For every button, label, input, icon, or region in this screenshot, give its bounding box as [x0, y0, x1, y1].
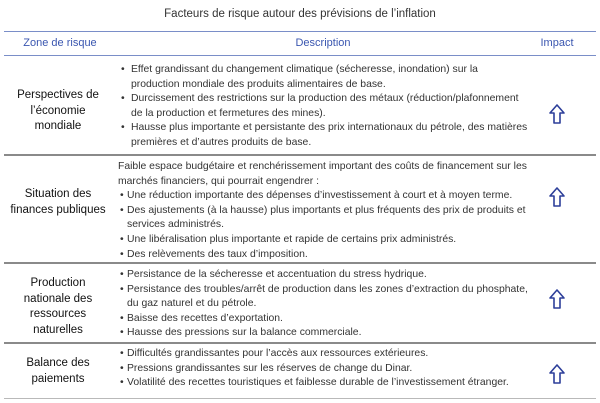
- list-item: • Volatilité des recettes touristiques et faiblesse durable de l’investissement étranger.: [118, 376, 528, 391]
- list-item: • Hausse plus importante et persistante des prix internationaux du pétrole, des matières premières et d’autres produits de base.: [118, 121, 528, 150]
- header-bottom-rule: [4, 55, 596, 56]
- row-divider: [4, 262, 596, 264]
- zone-label: Balance des paiements: [26, 357, 90, 385]
- list-item: • Hausse des pressions sur la balance commerciale.: [118, 326, 528, 341]
- table-title: Facteurs de risque autour des prévisions de l’inflation: [164, 8, 436, 20]
- up-arrow-icon: [547, 103, 567, 125]
- row-description: [118, 268, 528, 341]
- row-divider: [4, 342, 596, 344]
- list-item: • Difficultés grandissantes pour l’accès aux ressources extérieures.: [118, 347, 528, 362]
- zone-label: Situation des finances publiques: [10, 188, 106, 216]
- list-item: • Pressions grandissantes sur les réserves de change du Dinar.: [118, 362, 528, 377]
- description-intro: Faible espace budgétaire et renchérissement important des coûts de financement sur les marchés financiers, qui pourrait engendrer :: [118, 161, 527, 187]
- list-item: • Persistance de la sécheresse et accentuation du stress hydrique.: [118, 268, 528, 283]
- row-description: [118, 63, 528, 151]
- list-item: • Une libéralisation plus importante et rapide de certains prix administrés.: [118, 233, 528, 248]
- table-bottom-rule: [4, 398, 596, 399]
- header-top-rule: [4, 31, 596, 32]
- list-item: • Durcissement des restrictions sur la production des métaux (réduction/plafonnement de la production et fermetures des mines).: [118, 92, 528, 121]
- list-item: • Persistance des troubles/arrêt de production dans les zones d’extraction du phosphate, du gaz naturel et du pétrole.: [118, 283, 528, 312]
- list-item: • Des ajustements (à la hausse) plus importants et plus fréquents des prix de produits et services administrés.: [118, 204, 528, 233]
- up-arrow-icon: [547, 288, 567, 310]
- zone-label: Perspectives de l’économie mondiale: [17, 89, 99, 132]
- row-description: [118, 347, 528, 391]
- up-arrow-icon: [547, 363, 567, 385]
- header-zone: Zone de risque: [23, 37, 97, 49]
- row-divider: [4, 154, 596, 156]
- row-description: [118, 160, 528, 262]
- list-item: • Une réduction importante des dépenses d’investissement à court et à moyen terme.: [118, 189, 528, 204]
- header-description: Description: [295, 37, 351, 49]
- list-item: • Effet grandissant du changement climatique (sécheresse, inondation) sur la production mondiale des produits alimentaires de base.: [118, 63, 528, 92]
- list-item: • Des relèvements des taux d’imposition.: [118, 248, 528, 263]
- zone-label: Production nationale des ressources naturelles: [23, 277, 93, 336]
- up-arrow-icon: [547, 186, 567, 208]
- header-impact: Impact: [540, 37, 574, 49]
- list-item: • Baisse des recettes d’exportation.: [118, 312, 528, 327]
